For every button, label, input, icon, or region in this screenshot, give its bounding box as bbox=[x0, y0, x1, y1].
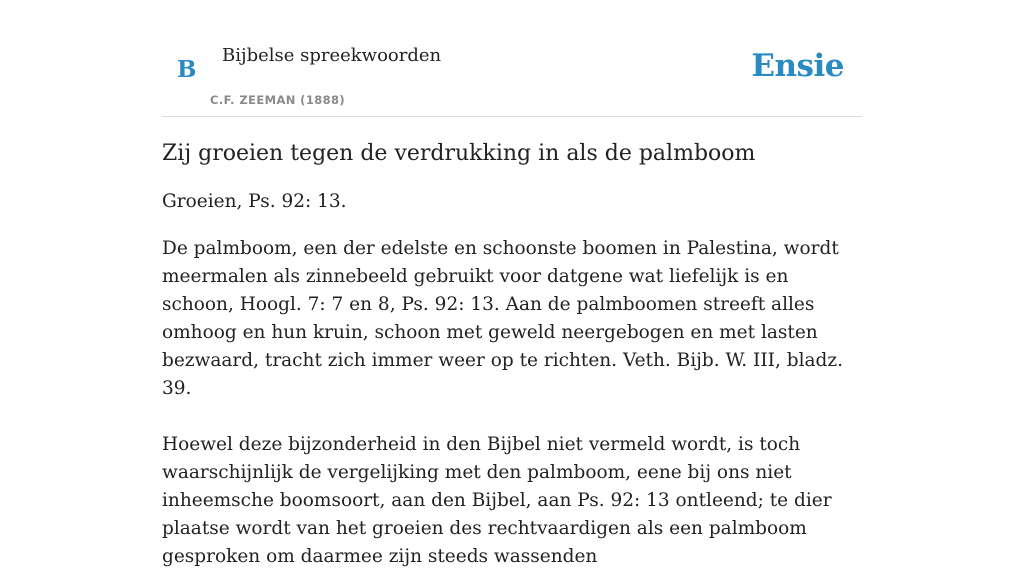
header bbox=[162, 0, 862, 117]
letter-index-link[interactable]: B bbox=[177, 56, 197, 83]
entry-paragraph-1: De palmboom, een der edelste en schoonste boomen in Palestina, wordt meermalen als zinnebeeld gebruikt voor datgene wat liefelijk is en schoon, Hoogl. 7: 7 en 8, Ps. 92: 13. Aan de palmboomen streeft alles omhoog en hun kruin, schoon met geweld neergebogen en met lasten bezwaard, tracht zich immer weer op te richten. Veth. Bijb. W. III, bladz. 39. bbox=[162, 238, 844, 399]
entry-title: Zij groeien tegen de verdrukking in als de palmboom bbox=[162, 141, 756, 166]
author-label: C.F. ZEEMAN (1888) bbox=[210, 93, 346, 107]
entry-reference: Groeien, Ps. 92: 13. bbox=[162, 191, 347, 212]
work-title-link[interactable]: Bijbelse spreekwoorden bbox=[222, 45, 442, 66]
entry-paragraph-2: Hoewel deze bijzonderheid in den Bijbel niet vermeld wordt, is toch waarschijnlijk de vergelijking met den palmboom, eene bij ons niet inheemsche boomsoort, aan den Bijbel, aan Ps. 92: 13 ontleend; te dier plaatse wordt van het groeien des rechtvaardigen als een palmboom gesproken om daarmee zijn steeds wassenden bbox=[162, 434, 832, 567]
entry-content bbox=[162, 136, 862, 571]
ensie-logo-link[interactable]: Ensie bbox=[751, 48, 844, 84]
